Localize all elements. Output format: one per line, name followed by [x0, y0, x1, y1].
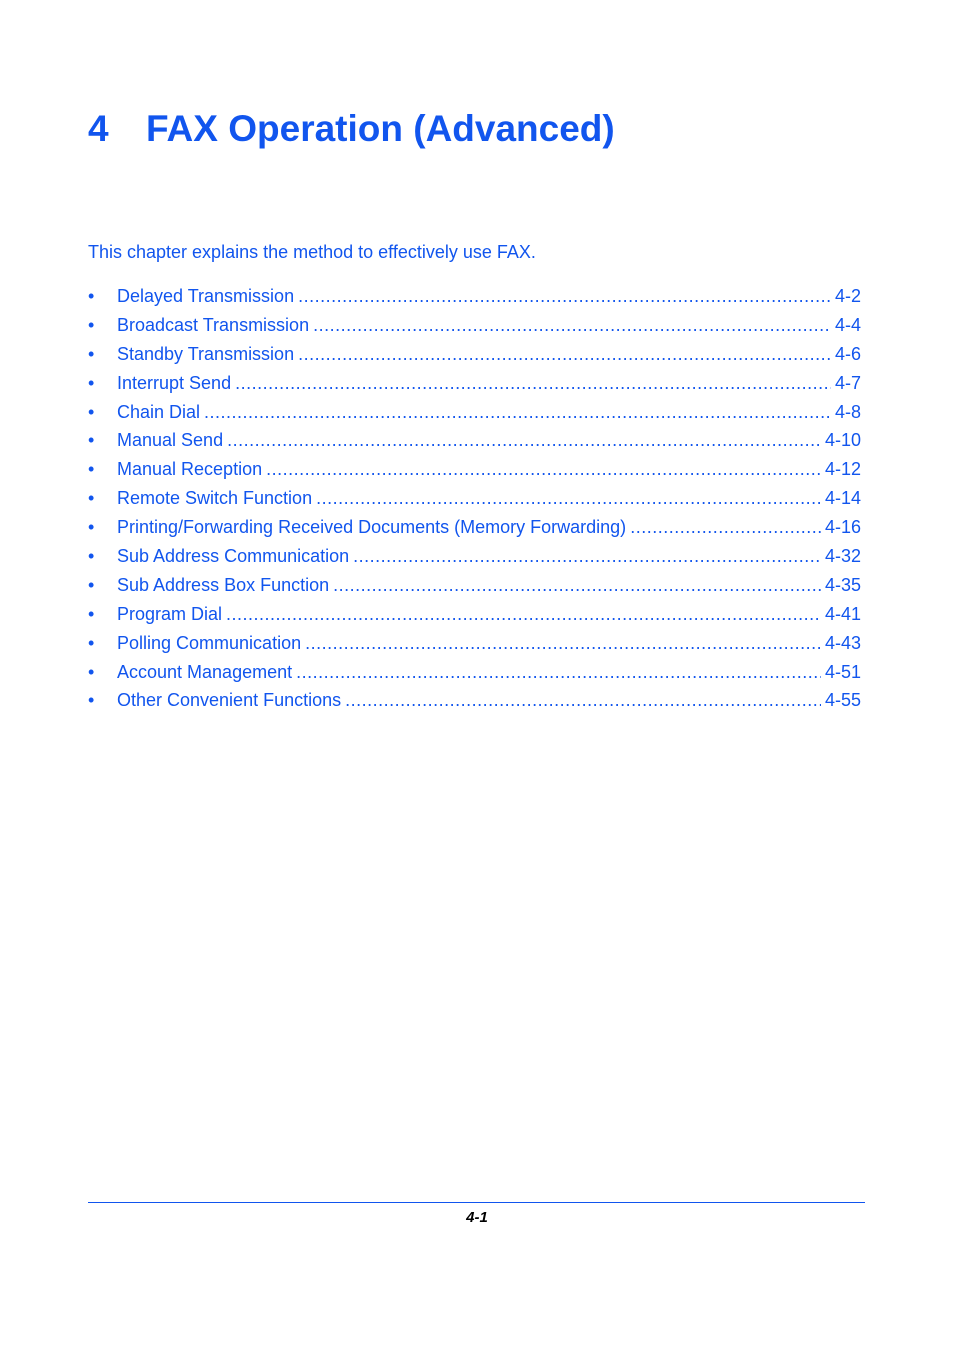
- toc-leader: [353, 544, 821, 568]
- toc-leader: [316, 486, 821, 510]
- bullet-icon: •: [88, 574, 95, 595]
- toc-item-page: 4-10: [824, 430, 861, 451]
- bullet-icon: •: [88, 488, 95, 509]
- chapter-intro: This chapter explains the method to effectively use FAX.: [88, 242, 536, 262]
- toc-item-title: Chain Dial: [117, 401, 201, 422]
- toc-item-title: Program Dial: [117, 603, 223, 624]
- toc-item-program-dial[interactable]: [88, 602, 861, 631]
- bullet-icon: •: [88, 459, 95, 480]
- toc-item-standby-transmission[interactable]: [88, 342, 861, 371]
- toc-item-title: Polling Communication: [117, 632, 302, 653]
- toc-leader: [333, 573, 821, 597]
- toc-item-sub-address-communication[interactable]: [88, 544, 861, 573]
- bullet-icon: •: [88, 603, 95, 624]
- table-of-contents: [88, 284, 861, 717]
- toc-leader: [296, 660, 821, 684]
- toc-item-broadcast-transmission[interactable]: [88, 313, 861, 342]
- toc-item-title: Printing/Forwarding Received Documents (Memory Forwarding): [117, 517, 627, 538]
- toc-item-title: Sub Address Box Function: [117, 574, 330, 595]
- toc-leader: [630, 515, 821, 539]
- toc-item-chain-dial[interactable]: [88, 400, 861, 429]
- toc-item-page: 4-43: [824, 632, 861, 653]
- toc-item-page: 4-2: [834, 286, 861, 306]
- toc-item-title: Broadcast Transmission: [117, 314, 310, 335]
- bullet-icon: •: [88, 546, 95, 567]
- toc-leader: [226, 602, 821, 626]
- toc-item-page: 4-7: [834, 372, 861, 393]
- toc-item-title: Delayed Transmission: [117, 286, 295, 306]
- toc-item-page: 4-55: [824, 690, 861, 711]
- bullet-icon: •: [88, 343, 95, 364]
- bullet-icon: •: [88, 690, 95, 711]
- toc-leader: [313, 313, 831, 337]
- toc-item-title: Remote Switch Function: [117, 488, 313, 509]
- toc-item-page: 4-12: [824, 459, 861, 480]
- footer-divider: [88, 1202, 865, 1203]
- toc-item-page: 4-16: [824, 517, 861, 538]
- toc-leader: [227, 428, 821, 452]
- toc-leader: [266, 457, 821, 481]
- bullet-icon: •: [88, 661, 95, 682]
- toc-item-manual-send[interactable]: [88, 428, 861, 457]
- toc-item-page: 4-4: [834, 314, 861, 335]
- toc-item-title: Account Management: [117, 661, 293, 682]
- chapter-number: 4: [88, 108, 109, 149]
- toc-item-page: 4-35: [824, 574, 861, 595]
- toc-leader: [298, 284, 831, 308]
- toc-item-sub-address-box-function[interactable]: [88, 573, 861, 602]
- toc-leader: [298, 342, 831, 366]
- toc-item-title: Other Convenient Functions: [117, 690, 342, 711]
- toc-item-account-management[interactable]: [88, 660, 861, 689]
- toc-item-title: Standby Transmission: [117, 343, 295, 364]
- toc-item-other-convenient-functions[interactable]: [88, 688, 861, 717]
- toc-item-page: 4-41: [824, 603, 861, 624]
- toc-item-title: Manual Reception: [117, 459, 263, 480]
- toc-item-title: Sub Address Communication: [117, 546, 350, 567]
- toc-item-page: 4-32: [824, 546, 861, 567]
- toc-item-delayed-transmission[interactable]: [88, 284, 861, 313]
- toc-item-title: Manual Send: [117, 430, 224, 451]
- toc-item-memory-forwarding[interactable]: [88, 515, 861, 544]
- toc-item-page: 4-6: [834, 343, 861, 364]
- toc-item-polling-communication[interactable]: [88, 631, 861, 660]
- toc-item-manual-reception[interactable]: [88, 457, 861, 486]
- toc-leader: [204, 400, 831, 424]
- footer-page-number: 4-1: [466, 1209, 488, 1226]
- toc-item-page: 4-14: [824, 488, 861, 509]
- bullet-icon: •: [88, 517, 95, 538]
- bullet-icon: •: [88, 401, 95, 422]
- toc-item-page: 4-51: [824, 661, 861, 682]
- chapter-heading: [88, 104, 615, 154]
- bullet-icon: •: [88, 372, 95, 393]
- toc-leader: [235, 371, 831, 395]
- toc-leader: [305, 631, 821, 655]
- toc-leader: [345, 688, 821, 712]
- toc-item-interrupt-send[interactable]: [88, 371, 861, 400]
- toc-item-page: 4-8: [834, 401, 861, 422]
- bullet-icon: •: [88, 632, 95, 653]
- chapter-title: FAX Operation (Advanced): [146, 108, 615, 149]
- toc-item-title: Interrupt Send: [117, 372, 232, 393]
- toc-item-remote-switch-function[interactable]: [88, 486, 861, 515]
- bullet-icon: •: [88, 430, 95, 451]
- bullet-icon: •: [88, 286, 95, 306]
- bullet-icon: •: [88, 314, 95, 335]
